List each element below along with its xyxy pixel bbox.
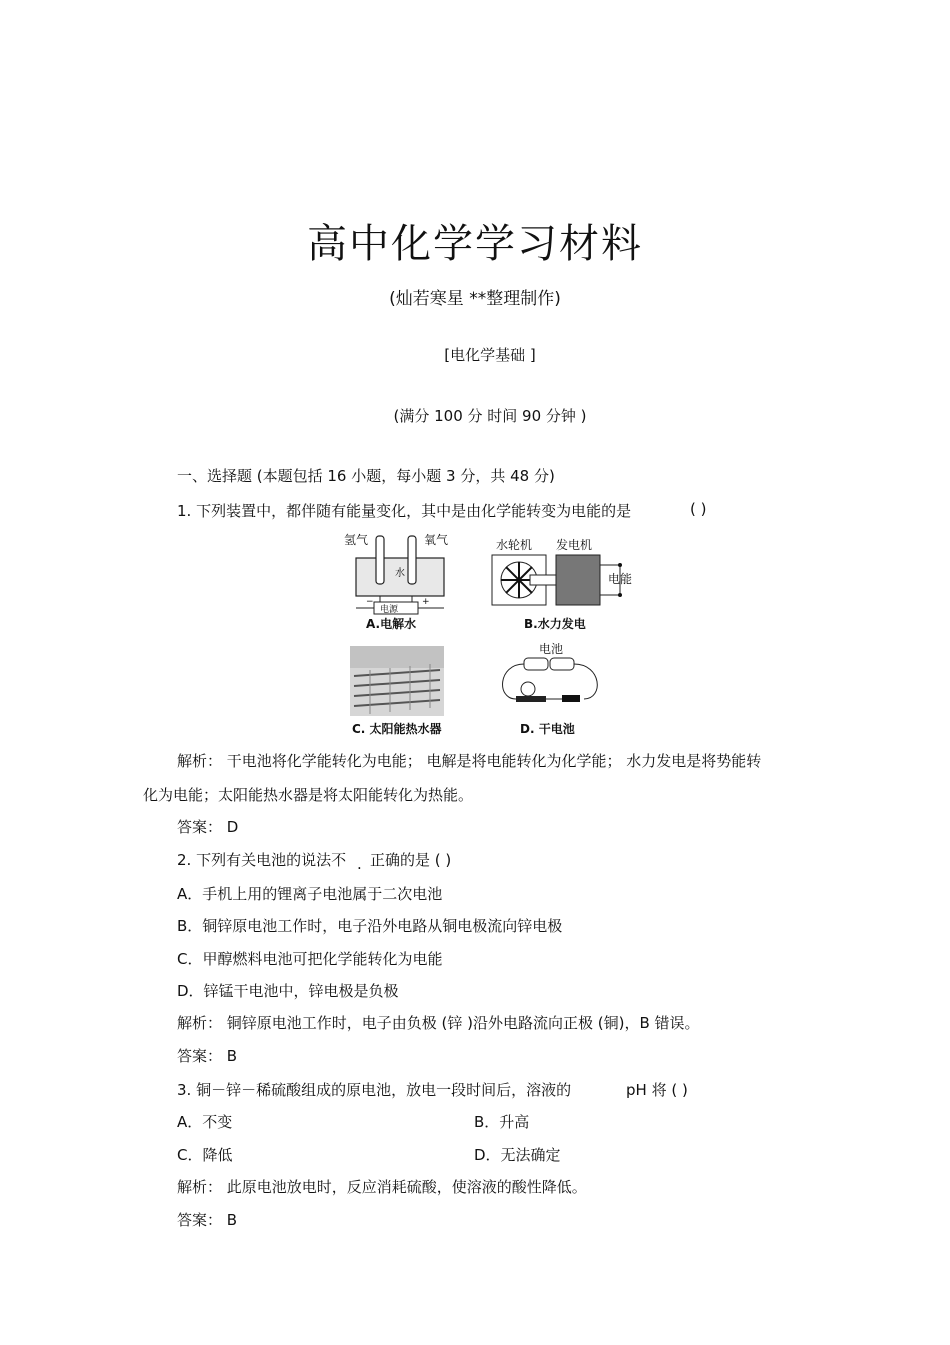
q2-stem: 2. 下列有关电池的说法不: [177, 851, 347, 869]
q3-answer: 答案： B: [177, 1211, 238, 1229]
document-title: 高中化学学习材料: [307, 221, 643, 267]
o2-label: 氧气: [424, 533, 449, 547]
q3-option-b: B．升高: [474, 1113, 530, 1131]
document-subtitle: (灿若寒星 **整理制作): [389, 289, 561, 309]
q2-option-c: C．甲醇燃料电池可把化学能转化为电能: [177, 950, 443, 968]
q2-answer: 答案： B: [177, 1047, 238, 1065]
h2-label: 氢气: [344, 533, 369, 547]
q3-option-d: D．无法确定: [474, 1146, 561, 1164]
q2-option-a: A．手机上用的锂离子电池属于二次电池: [177, 885, 443, 903]
q1-answer: 答案： D: [177, 818, 239, 836]
q2-option-b: B．铜锌原电池工作时，电子沿外电路从铜电极流向锌电极: [177, 917, 563, 935]
q3-analysis: 解析： 此原电池放电时，反应消耗硫酸，使溶液的酸性降低。: [177, 1178, 587, 1196]
solar-heater-photo: [350, 646, 444, 716]
figure-electrolysis: [340, 528, 460, 638]
battery-label: 电池: [539, 642, 564, 656]
figure-hydropower: [490, 533, 640, 638]
q2-option-d: D．锌锰干电池中，锌电极是负极: [177, 982, 399, 1000]
q3-option-a: A．不变: [177, 1113, 233, 1131]
generator-label: 发电机: [556, 538, 593, 552]
part-heading: 一、选择题 (本题包括 16 小题，每小题 3 分，共 48 分): [177, 467, 555, 485]
figure-dry-battery: [494, 641, 606, 719]
q1-analysis-line1: 解析： 干电池将化学能转化为电能； 电解是将电能转化为化学能； 水力发电是将势能转: [177, 752, 762, 770]
caption-d: D. 干电池: [520, 722, 575, 736]
power-source-label: 电源: [380, 605, 399, 615]
score-info: (满分 100 分 时间 90 分钟 ): [393, 407, 587, 425]
minus-sign: −: [366, 597, 374, 607]
q1-analysis-line2: 化为电能；太阳能热水器是将太阳能转化为热能。: [143, 786, 474, 804]
q3-stem-ph: pH 将 ( ): [626, 1081, 688, 1099]
q2-analysis: 解析： 铜锌原电池工作时，电子由负极 (锌 )沿外电路流向正极 (铜)，B 错误。: [177, 1014, 700, 1032]
caption-b: B.水力发电: [524, 617, 586, 631]
emphasis-dot: .: [357, 855, 362, 873]
section-title: [电化学基础 ]: [444, 346, 536, 364]
q1-stem: 1. 下列装置中，都伴随有能量变化，其中是由化学能转变为电能的是: [177, 502, 632, 520]
water-label: 水: [395, 568, 405, 579]
caption-a: A.电解水: [366, 617, 417, 631]
electric-energy-label: 电能: [608, 572, 633, 586]
q1-answer-paren: ( ): [690, 500, 707, 518]
plus-sign: +: [422, 597, 430, 607]
caption-c: C. 太阳能热水器: [352, 722, 442, 736]
turbine-label: 水轮机: [496, 538, 533, 552]
q3-stem: 3. 铜－锌－稀硫酸组成的原电池，放电一段时间后，溶液的: [177, 1081, 572, 1099]
q3-option-c: C．降低: [177, 1146, 233, 1164]
q2-stem-continued: 正确的是 ( ): [370, 851, 452, 869]
